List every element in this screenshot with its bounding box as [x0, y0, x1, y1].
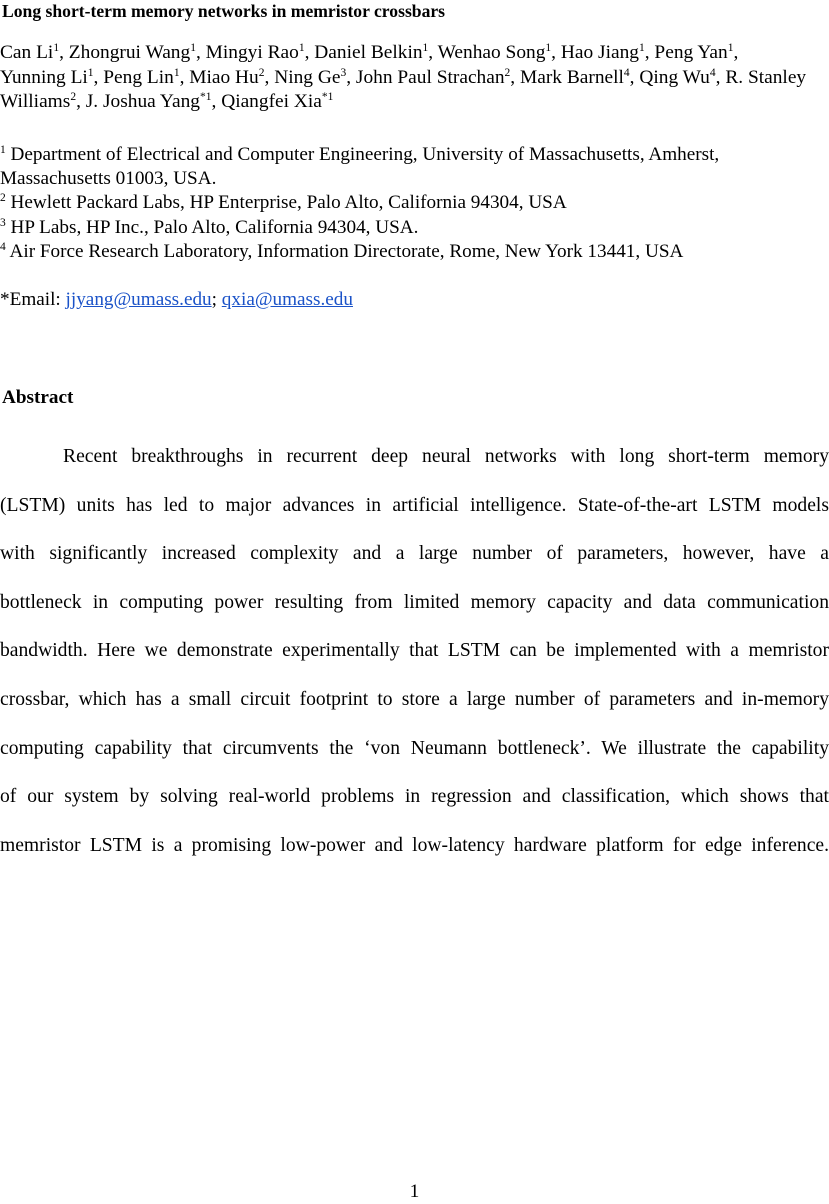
- author: Mark Barnell$^4$,: [520, 66, 640, 88]
- email-separator: ;: [211, 289, 222, 310]
- author: Mingyi Rao$^1$,: [205, 42, 315, 63]
- author-list: [0, 41, 829, 115]
- email-label: *Email:: [0, 289, 66, 310]
- abstract-line: (LSTM) units has led to major advances in artificial intelligence. State-of-the-art LSTM models: [0, 494, 829, 516]
- email-link-qxia[interactable]: qxia@umass.edu: [221, 289, 353, 310]
- author: Can Li$^1$,: [0, 42, 69, 63]
- author: Daniel Belkin$^1$,: [314, 42, 438, 63]
- affiliation-1-continued: Massachusetts 01003, USA.: [0, 168, 217, 190]
- author: Qiangfei Xia$^{*1}$: [221, 91, 334, 112]
- author: Wenhao Song$^1$,: [437, 42, 561, 63]
- abstract-line: with significantly increased complexity and a large number of parameters, however, have a: [0, 543, 829, 565]
- affiliation-2: $^2$ Hewlett Packard Labs, HP Enterprise, Palo Alto, California 94304, USA: [0, 192, 567, 214]
- abstract-line: Recent breakthroughs in recurrent deep neural networks with long short-term memory: [63, 446, 829, 467]
- author: Hao Jiang$^1$,: [560, 42, 655, 63]
- affiliation-1: $^1$ Department of Electrical and Computer Engineering, University of Massachusetts, Amherst,: [0, 144, 720, 165]
- author: R. Stanley Williams$^2$,: [0, 66, 807, 112]
- abstract-line: bandwidth. Here we demonstrate experimentally that LSTM can be implemented with a memristor: [0, 640, 829, 662]
- author: Zhongrui Wang$^1$,: [68, 42, 206, 63]
- author: Qing Wu$^4$,: [639, 66, 726, 88]
- abstract-line: memristor LSTM is a promising low-power and low-latency hardware platform for edge inference.: [0, 834, 829, 856]
- affiliation-list: [0, 143, 829, 264]
- email-link-jjyang[interactable]: jjyang@umass.edu: [65, 289, 212, 310]
- author: Miao Hu$^2$,: [189, 66, 275, 88]
- author: John Paul Strachan$^2$,: [355, 66, 520, 88]
- author: Peng Lin$^1$,: [103, 66, 190, 88]
- affiliation-4: $^4$ Air Force Research Laboratory, Information Directorate, Rome, New York 13441, USA: [0, 240, 684, 262]
- page-number: 1: [409, 1181, 420, 1202]
- abstract-line: bottleneck in computing power resulting from limited memory capacity and data communication: [0, 591, 829, 613]
- paper-title: Long short-term memory networks in memristor crossbars: [2, 1, 446, 21]
- affiliation-3: $^3$ HP Labs, HP Inc., Palo Alto, California 94304, USA.: [0, 216, 419, 238]
- abstract-body: [0, 440, 829, 877]
- author: Ning Ge$^3$,: [274, 66, 356, 88]
- author: Yunning Li$^1$,: [0, 66, 104, 88]
- abstract-heading: Abstract: [2, 387, 74, 408]
- abstract-line: of our system by solving real-world problems in regression and classification, which shows that: [0, 786, 829, 808]
- abstract-line: crossbar, which has a small circuit footprint to store a large number of parameters and in-memory: [0, 688, 829, 710]
- email-line: [0, 288, 353, 312]
- author: Peng Yan$^1$,: [654, 42, 739, 63]
- author: J. Joshua Yang$^{*1}$,: [85, 91, 222, 112]
- abstract-line: computing capability that circumvents the ‘von Neumann bottleneck’. We illustrate the capability: [0, 737, 829, 759]
